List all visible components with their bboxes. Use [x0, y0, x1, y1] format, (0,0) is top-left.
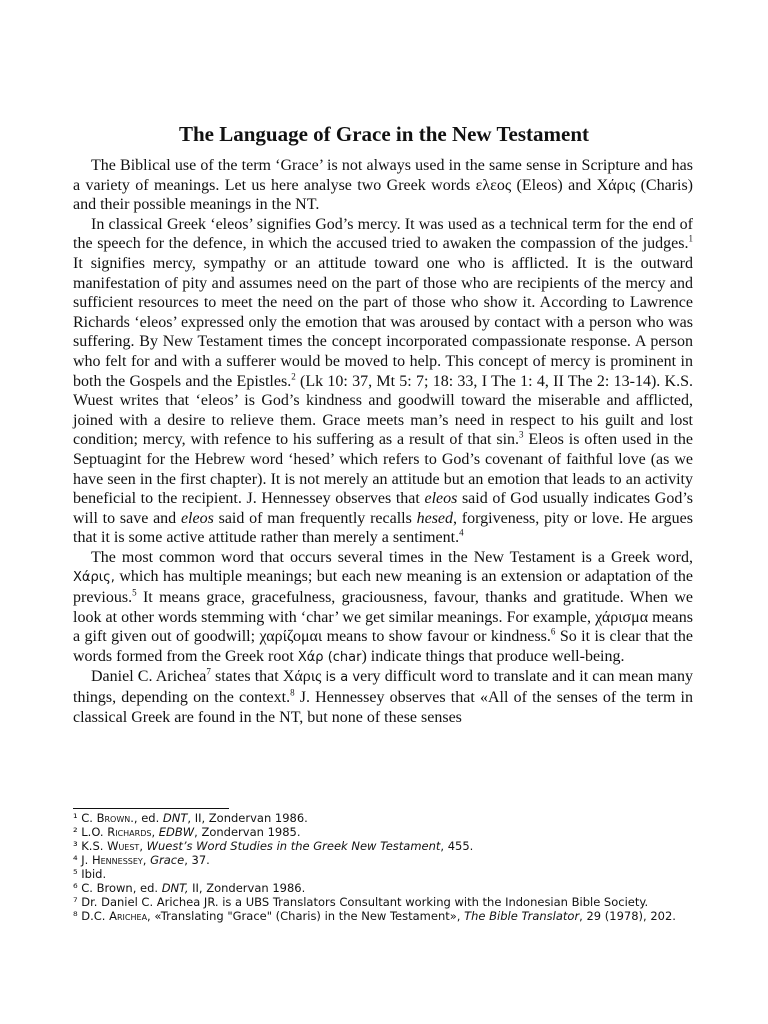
footnote-ref-8[interactable]: 8: [290, 687, 295, 698]
footnote-6: ⁶ C. Brown, ed. DNT, II, Zondervan 1986.: [73, 881, 306, 895]
footnote-ref-1[interactable]: 1: [688, 234, 693, 245]
footnote-ref-7[interactable]: 7: [206, 667, 211, 678]
paragraph-1: The Biblical use of the term ‘Grace’ is not always used in the same sense in Scripture and has a variety of meanings. Let us here analyse two Greek words ελεος (Eleos) and Χάρις (Charis) and their possible meanings in the NT.: [73, 157, 693, 214]
footnote-5: ⁵ Ibid.: [73, 867, 107, 881]
paragraph-4: Daniel C. Arichea$^7$ states that Χάρις is a very difficult word to translate and it can mean many things, depending on the context.$^8$ J. Hennessey observes that «All of the senses of the term in classical Greek are found in the NT, but none of these senses: [73, 667, 694, 726]
footnote-ref-2[interactable]: 2: [291, 371, 296, 382]
footnote-ref-6[interactable]: 6: [550, 626, 556, 637]
page-title: The Language of Grace in the New Testament: [178, 122, 590, 146]
footnote-1: ¹ C. Brown., ed. DNT, II, Zondervan 1986.: [73, 811, 308, 825]
footnote-4: ⁴ J. Hennessey, Grace, 37.: [73, 853, 210, 867]
paragraph-3: The most common word that occurs several times in the New Testament is a Greek word, Χάρις, which has multiple meanings; but each new meaning is an extension or adaptation of the previous.$^5$ It means grace, gracefulness, graciousness, favour, thanks and gratitude. When we look at other words stemming with ‘char’ we get similar meanings. For example, χάρισμα means a gift given out of goodwill; χαρίζομαι means to show favour or kindness.$^6$ So it is clear that the words formed from the Greek root Χάρ (char) indicate things that produce well-being.: [73, 548, 693, 665]
footnote-3: ³ K.S. Wuest, Wuest’s Word Studies in the Greek New Testament, 455.: [73, 839, 474, 853]
body-text: [73, 156, 693, 727]
footnote-ref-5[interactable]: 5: [132, 587, 137, 598]
footnote-7: ⁷ Dr. Daniel C. Arichea JR. is a UBS Translators Consultant working with the Indonesian Bible Society.: [73, 895, 649, 909]
footnotes: [73, 811, 693, 923]
footnote-2: ² L.O. Richards, EDBW, Zondervan 1985.: [73, 825, 301, 839]
footnote-ref-4[interactable]: 4: [459, 527, 464, 538]
footnote-8: ⁸ D.C. Arichea, «Translating "Grace" (Charis) in the New Testament», The Bible Translator, 29 (1978), 202.: [73, 909, 676, 923]
footnote-ref-3[interactable]: 3: [519, 429, 524, 440]
footnote-separator: [73, 808, 229, 809]
paragraph-2: In classical Greek ‘eleos’ signifies God’s mercy. It was used as a technical term for the end of the speech for the defence, in which the accused tried to awaken the compassion of the judges.$^1$ It signifies mercy, sympathy or an attitude toward one who is afflicted. It is the outward manifestation of pity and assumes need on the part of those who are recipients of the mercy and sufficient resources to meet the need on the part of those who show it. According to Lawrence Richards ‘eleos’ expressed only the emotion that was aroused by contact with a person who was suffering. By New Testament times the concept incorporated compassionate response. A person who felt for and with a sufferer would be moved to help. This concept of mercy is prominent in both the Gospels and the Epistles.$^2$ (Lk 10: 37, Mt 5: 7; 18: 33, I The 1: 4, II The 2: 13-14). K.S. Wuest writes that ‘eleos’ is God’s kindness and goodwill toward the miserable and afflicted, joined with a desire to relieve them. Grace meets man’s need in respect to his guilt and lost condition; mercy, with refence to his suffering as a result of that sin.$^3$ Eleos is often used in the Septuagint for the Hebrew word ‘hesed’ which refers to God’s covenant of faithful love (as we have seen in the first chapter). It is not merely an attitude but an emotion that leads to an activity beneficial to the recipient. J. Hennessey observes that eleos said of God usually indicates God’s will to save and eleos said of man frequently recalls hesed, forgiveness, pity or love. He argues that it is some active attitude rather than merely a sentiment.$^4$: [73, 215, 694, 547]
